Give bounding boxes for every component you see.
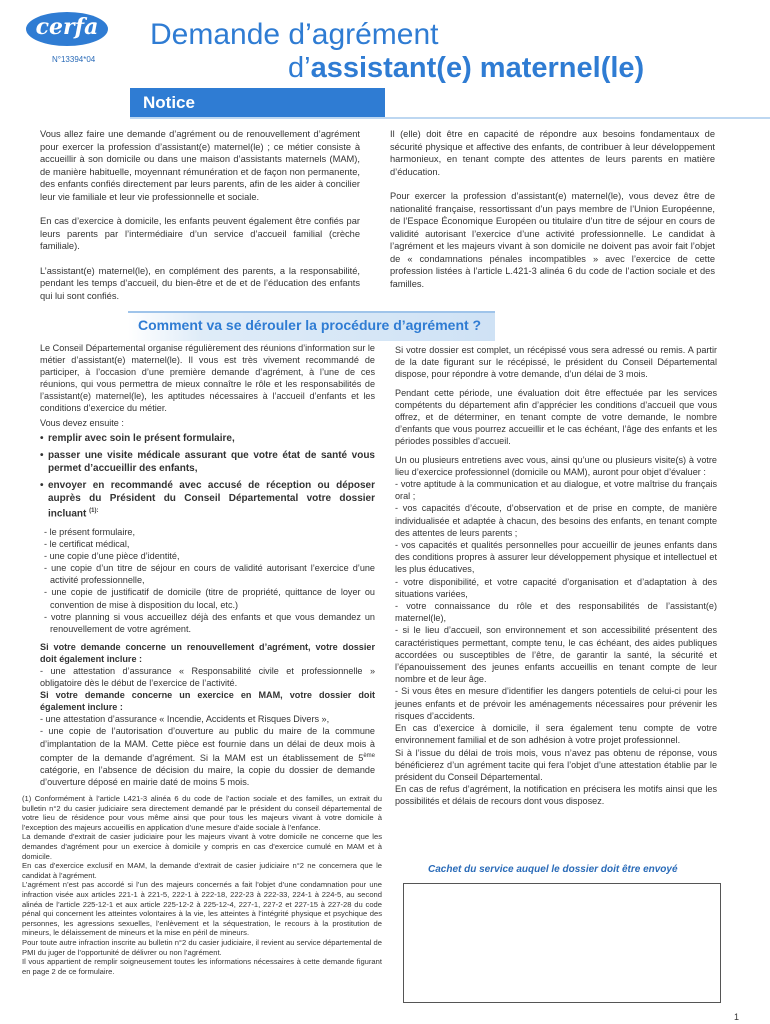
- interview-item: - votre connaissance du rôle et des responsabilités de l’assistant(e) maternel(le),: [395, 601, 717, 624]
- title-line-2: [288, 52, 644, 85]
- required-step: • remplir avec soin le présent formulaire,: [40, 433, 375, 446]
- document-item: - votre planning si vous accueillez déjà des enfants et que vous demandez un renouvellement de votre agrément.: [44, 611, 375, 634]
- required-step: • passer une visite médicale assurant que votre état de santé vous permet d’accueillir des enfants,: [40, 450, 375, 475]
- footnote-line: Il vous appartient de remplir soigneusement toutes les informations nécessaires à cette demande figurant en page 2 de ce formulaire.: [22, 957, 382, 976]
- footnote-line: L’agrément n’est pas accordé si l’un des majeurs concernés a fait l’objet d’une condamnation pour une infraction visée aux articles 221-1 à 221-5, 222-1 à 222-18, 222-23 à 222-33, 224-1 à 224-5, au second alinéa de l’article 225-12-1 et aux article 225-12-2 à 225-12-4, 227-1, 227-2 et 227-15 à 227-28 du code pénal qui concernent les atteintes volontaires à la vie, les atteintes à l’intégrité physique et psychique des personnes, les agressions sexuelles, l’enlèvement et la séquestration, le recours à la prostitution de mineurs, le délaissement de mineurs et la mise en péril de mineurs.: [22, 880, 382, 938]
- title-line-2-main: assistant(e) maternel(le): [310, 52, 645, 84]
- mam-item: - une attestation d’assurance « Incendie, Accidents et Risques Divers »,: [40, 714, 330, 725]
- title-line-1: Demande d’agrément: [150, 18, 439, 51]
- renewal-text: - une attestation d’assurance « Responsabilité civile et professionnelle » obligatoire dès le début de l’exercice de l’activité.: [40, 666, 375, 689]
- footnote-block: [22, 794, 382, 976]
- document-item: - une copie d’un titre de séjour en cours de validité autorisant l’exercice d’une activité professionnelle,: [44, 563, 375, 586]
- interview-item: - vos capacités et qualités personnelles pour accueillir de jeunes enfants dans des conditions propres à assurer leur développement physique et intellectuel et les plus éducatives,: [395, 540, 717, 575]
- notice-right-column: [390, 128, 715, 302]
- interview-item: - votre disponibilité, et votre capacité d’organisation et d’adaptation à des situations variées,: [395, 576, 717, 599]
- documents-list: [40, 526, 375, 635]
- stamp-box: [403, 883, 721, 1003]
- interview-item: - Si vous êtes en mesure d’identifier les dangers potentiels de celui-ci pour les jeunes enfants et de prévoir les aménagements nécessaires pour prévenir les risques d’accidents.: [395, 686, 717, 721]
- footnote-line: Pour toute autre infraction inscrite au bulletin n°2 du casier judiciaire, il revient au service départemental de PMI du juger de l’opportunité de délivrer ou non l’agrément.: [22, 937, 382, 957]
- notice-paragraph: En cas d’exercice à domicile, les enfants peuvent également être confiés par leurs parents par l’intermédiaire d’un service d’accueil familial (crèche familiale).: [40, 216, 360, 251]
- document-item: - une copie de justificatif de domicile (titre de propriété, quittance de loyer ou convention de mise à disposition du local, etc.): [44, 587, 375, 610]
- page-number: 1: [734, 1012, 740, 1022]
- notice-paragraph: L’assistant(e) maternel(le), en complément des parents, a la responsabilité, pendant les temps d’accueil, du bien-être et de et de l’éducation des enfants qui lui sont confiés.: [40, 265, 360, 301]
- must-label: Vous devez ensuite :: [40, 417, 124, 428]
- footnote-line: (1) Conformément à l’article L421-3 alinéa 6 du code de l’action sociale et des familles, un extrait du bulletin n°2 du casier judiciaire sera directement demandé par le président du conseil départemental de votre lieu de résidence pour vous même ainsi que pour tous les majeurs vivant à votre domicile à l’exception des majeurs accueillis en application d’une mesure d’aide sociale à l’enfance.: [22, 794, 382, 832]
- footnote-line: En cas d’exercice exclusif en MAM, la demande d’extrait de casier judiciaire n°2 ne concernera que le candidat à l’agrément.: [22, 861, 382, 880]
- interview-intro: Un ou plusieurs entretiens avec vous, ainsi qu’une ou plusieurs visite(s) à votre lieu d’exercice professionnel (domicile ou MAM), auront pour objet d’évaluer :: [395, 454, 717, 477]
- document-item: - le présent formulaire,: [44, 526, 135, 537]
- mam-heading: Si votre demande concerne un exercice en MAM, votre dossier doit également inclure :: [40, 690, 375, 713]
- footnote-ref: (1):: [89, 508, 99, 515]
- interview-item: - vos capacités d’écoute, d’observation et de prise en compte, de manière individualisée et adaptée à chacun, des besoins des enfants, en tenant compte des attentes de leurs parents ;: [395, 503, 717, 538]
- interview-item: - si le lieu d’accueil, son environnement et son accessibilité présentent des caractéristiques permettant, compte tenu, le cas échéant, des aides publiques accordées ou susceptibles de l’être, de garantir la santé, la sécurité et l’épanouissement des jeunes enfants accueillis en tenant compte de leur nombre et de leur âge.: [395, 625, 717, 685]
- required-steps-list: [40, 433, 375, 521]
- procedure-left-column: [40, 342, 375, 788]
- cerfa-number: N°13394*04: [52, 55, 96, 64]
- closing-paragraph: Si à l’issue du délai de trois mois, vous n’avez pas obtenu de réponse, vous bénéficierez d’un agrément tacite qui fera l’objet d’une attestation établie par le président du Conseil Départemental.: [395, 747, 717, 782]
- procedure-intro: Le Conseil Départemental organise régulièrement des réunions d’information sur le métier d’assistant(e) maternel(le). Il vous est très vivement recommandé de participer, à l’occasion d’une première demande d’agrément, à l’une de ces réunions, qui vous permettra de mieux connaître le rôle et les responsabilités de l’assistant(e) maternel(le), les aptitudes nécessaires à l’accueil d’enfants et les conditions d’exercice du métier.: [40, 343, 375, 414]
- notice-heading: Notice: [143, 93, 195, 112]
- footnote-line: La demande d’extrait de casier judiciaire pour les majeurs vivant à votre domicile ne concerne que les demandes d’agrément pour un exercice à domicile y compris en cas d’exercice cumulé en MAM et à domicile.: [22, 832, 382, 861]
- notice-left-column: [40, 128, 360, 314]
- procedure-paragraph: Pendant cette période, une évaluation doit être effectuée par les services compétents du département afin d’apprécier les conditions d’accueil que vous offrez, et de déterminer, en tenant compte de votre demande, le nombre d’enfants que vous pourrez accueillir et le cas échéant, l’âge des enfants et les périodes possibles d’accueil.: [395, 387, 717, 447]
- procedure-heading: Comment va se dérouler la procédure d’agrément ?: [138, 317, 482, 333]
- renewal-heading: Si votre demande concerne un renouvellement d’agrément, votre dossier doit également inclure :: [40, 641, 375, 664]
- title-line-2-prefix: d’: [288, 52, 311, 84]
- closing-paragraph: En cas d’exercice à domicile, il sera également tenu compte de votre environnement familial et de son adhésion à votre projet professionnel.: [395, 723, 717, 746]
- procedure-right-column: [395, 344, 717, 808]
- notice-paragraph: Vous allez faire une demande d’agrément ou de renouvellement d’agrément pour exercer la profession d’assistant(e) maternel(le) ; ce métier consiste à accueillir à son domicile ou dans une maison d’assistants maternels (MAM), de manière habituelle, moyennant rémunération et de façon non permanente, des enfants confiés directement par leurs parents, afin de les aider à concilier leur vie familiale et leur vie professionnelle et sociale.: [40, 129, 360, 202]
- notice-paragraph: Pour exercer la profession d’assistant(e) maternel(le), vous devez être de nationalité française, ressortissant d’un pays membre de l’Union Européenne, de l’Espace Économique Européen ou titulaire d’un titre de séjour en cours de validité autorisant l’exercice d’une activité professionnelle. Le candidat à l’agrément et les majeurs vivant à son domicile ne doivent pas avoir fait l’objet de « condamnations pénales incompatibles » avec l’exercice de cette profession listées à l’article L.421-3 alinéa 6 du code de l’action sociale et des familles.: [390, 191, 715, 289]
- notice-rule: [130, 117, 770, 119]
- mam-item: - une copie de l’autorisation d’ouverture au public du maire de la commune d’implantation de la MAM. Cette pièce est fournie dans un délai de deux mois à compter de la demande d’agrément. Si la MAM est un établissement de 5ème catégorie, en l’absence de décision du maire, la copie du dossier de demande d’ouverture déposé en mairie daté de moins 5 mois.: [40, 726, 375, 787]
- notice-paragraph: Il (elle) doit être en capacité de répondre aux besoins fondamentaux de sécurité physique et affective des enfants, de contribuer à leur développement harmonieux, en tenant compte des attentes de leurs parents en matière d’éducation.: [390, 129, 715, 177]
- closing-paragraph: En cas de refus d’agrément, la notification en précisera les motifs ainsi que les possibilités et délais de recours dont vous disposez.: [395, 784, 717, 807]
- interview-item: - votre aptitude à la communication et au dialogue, et votre maîtrise du français oral ;: [395, 479, 717, 502]
- cerfa-logo: [25, 10, 109, 48]
- document-item: - une copie d’une pièce d’identité,: [44, 551, 180, 562]
- cerfa-logo-text: cerfa: [35, 14, 99, 40]
- document-item: - le certificat médical,: [44, 539, 130, 550]
- procedure-paragraph: Si votre dossier est complet, un récépissé vous sera adressé ou remis. A partir de la date figurant sur le récépissé, le président du Conseil Départemental dispose, pour répondre à votre demande, d’un délai de 3 mois.: [395, 345, 717, 380]
- required-step: • envoyer en recommandé avec accusé de réception ou déposer auprès du Président du Conseil Départemental votre dossier incluant $^{(1):}$: [40, 480, 375, 521]
- stamp-label: Cachet du service auquel le dossier doit être envoyé: [428, 864, 678, 875]
